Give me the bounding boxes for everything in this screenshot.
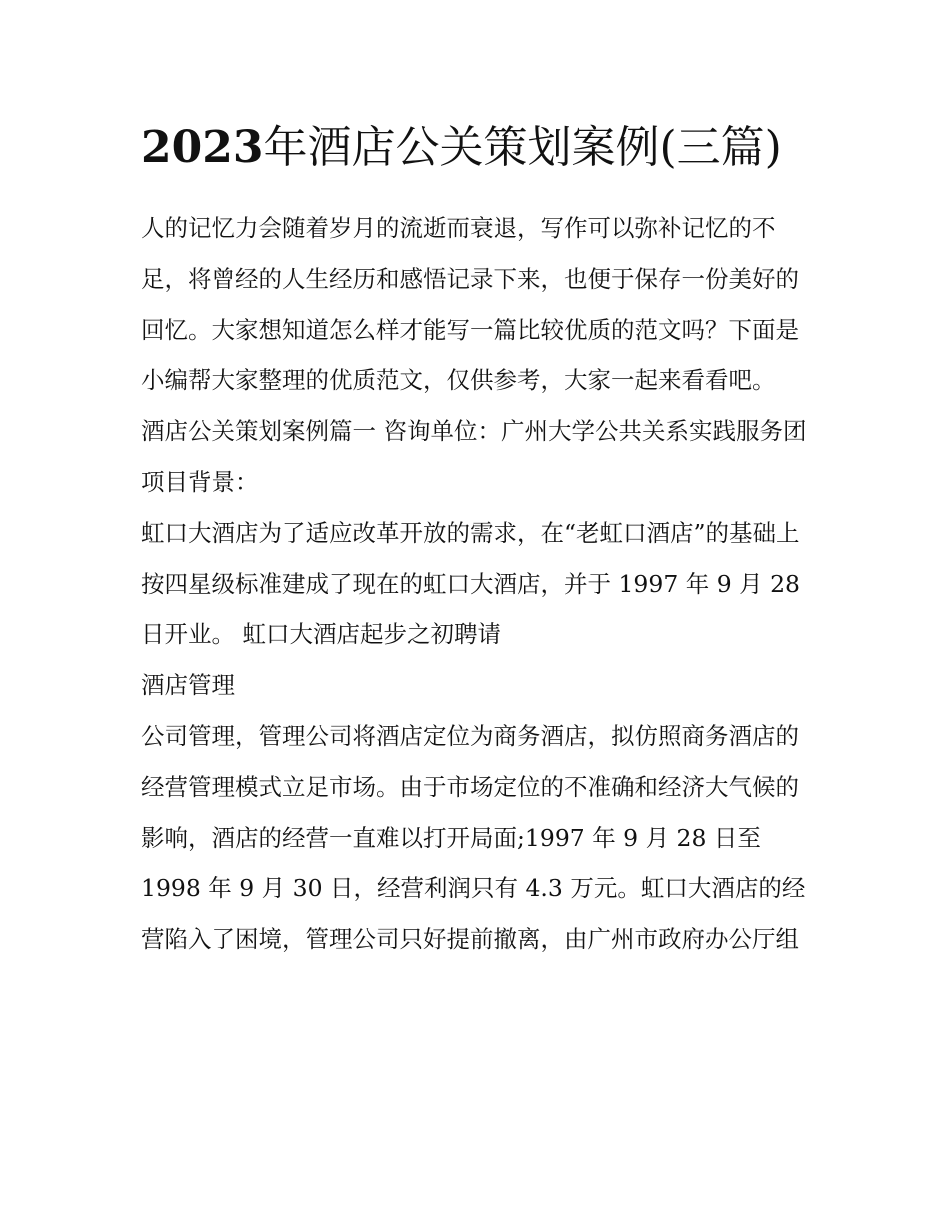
title-text: 年酒店公关策划案例(三篇) — [263, 122, 782, 173]
document-title — [141, 113, 821, 183]
case-header-paragraph: 酒店公关策划案例篇一 咨询单位：广州大学公共关系实践服务团 项目背景： — [141, 417, 807, 496]
title-year: 2023 — [141, 122, 264, 173]
hotel-management-line: 酒店管理 — [141, 671, 235, 700]
document-body — [141, 113, 821, 965]
background-paragraph: 虹口大酒店为了适应改革开放的需求，在“老虹口酒店”的基础上按四星级标准建成了现在的虹口大酒店，并于 1997 年 9 月 28 日开业。 虹口大酒店起步之初聘请 — [141, 518, 801, 649]
intro-paragraph: 人的记忆力会随着岁月的流逝而衰退，写作可以弥补记忆的不足，将曾经的人生经历和感悟记录下来，也便于保存一份美好的回忆。大家想知道怎么样才能写一篇比较优质的范文吗？下面是小编帮大家整理的优质范文，仅供参考，大家一起来看看吧。 — [141, 214, 799, 395]
management-paragraph: 公司管理，管理公司将酒店定位为商务酒店，拟仿照商务酒店的经营管理模式立足市场。由于市场定位的不准确和经济大气候的影响，酒店的经营一直难以打开局面;1997 年 9 月 28 日至 1998 年 9 月 30 日，经营利润只有 4.3 万元。虹口大酒店的经营陷入了困境，管理公司只好提前撤离，由广州市政府办公厅组 — [141, 721, 806, 954]
